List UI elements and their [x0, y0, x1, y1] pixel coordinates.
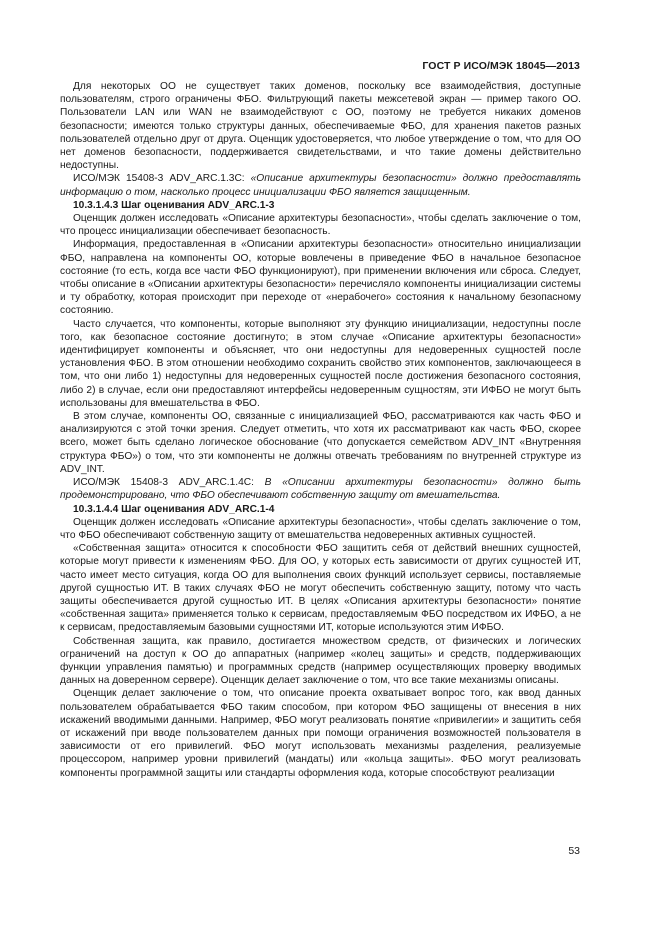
- paragraph: Собственная защита, как правило, достигается множеством средств, от физических и логических ограничений на доступ к ОО до аппаратных (например «колец защиты» и средств, поддерживающих функции управления памятью) и программных средств (например осуществляющих проверку вводимых данных на доверенном сервере). Оценщик делает заключение о том, что все такие механизмы описаны.: [60, 635, 581, 687]
- paragraph: В этом случае, компоненты ОО, связанные с инициализацией ФБО, рассматриваются как часть ФБО и анализируются с этой точки зрения. Следует отметить, что хотя их рассматривают как часть ФБО, скорее всего, может быть сделано логическое обоснование (что допускается семейством ADV_INT «Внутренняя структура ФБО») о том, что эти компоненты не должны отвечать требованиям по внутренней структуре из ADV_INT.: [60, 411, 581, 475]
- paragraph: Информация, предоставленная в «Описании архитектуры безопасности» относительно инициализации ФБО, направлена на компоненты ОО, которые вовлечены в приведение ФБО в начальное безопасное состояние (то есть, когда все части ФБО функционируют), при применении включения или сброса. Следует, чтобы описание в «Описании архитектуры безопасности» перечисляло компоненты инициализации системы и ту обработку, которая происходит при переходе от «нерабочего» состояния к начальному безопасному состоянию.: [60, 239, 581, 317]
- section-heading: 10.3.1.4.3 Шаг оценивания ADV_ARC.1-3: [73, 199, 275, 211]
- paragraph: Для некоторых ОО не существует таких доменов, поскольку все взаимодействия, доступные пользователям, строго ограничены ФБО. Фильтрующий пакеты межсетевой экран — пример такого ОО. Пользователи LAN или WAN не взаимодействуют с ОО, поэтому не требуется никаких доменов безопасности; имеются только структуры данных, обеспечиваемые ФБО, для хранения пакетов разных пользователей отдельно друг от друга. Оценщик удостоверяется, что любое утверждение о том, что для ОО нет доменов безопасности, поддерживается свидетельствами, и что такие домены действительно недоступны.: [60, 81, 581, 172]
- requirement-text: В «Описании архитектуры безопасности» должно быть продемонстрировано, что ФБО обеспечивают собственную защиту от вмешательства.: [60, 477, 581, 502]
- requirement-paragraph: [60, 172, 581, 198]
- document-header: ГОСТ Р ИСО/МЭК 18045—2013: [422, 60, 580, 72]
- requirement-ref: ИСО/МЭК 15408-3 ADV_ARC.1.4C:: [73, 477, 265, 489]
- paragraph: Оценщик делает заключение о том, что описание проекта охватывает вопрос того, как ввод данных пользователем обрабатывается ФБО таким способом, при котором ФБО защищены от внесения в них искажений вводимыми данными. Например, ФБО могут реализовать понятие «привилегии» и защитить себя от искажений при вводе пользователем данных при помощи ограничения возможностей пользователя в зависимости от его привилегий. ФБО могут использовать механизмы разделения, реализуемые процессором, например уровни привилегий (мандаты) или «кольца защиты». ФБО могут реализовать компоненты программной защиты или стандарты оформления кода, которые способствуют реализации: [60, 688, 581, 779]
- paragraph: «Собственная защита» относится к способности ФБО защитить себя от действий внешних сущностей, которые могут привести к изменениям ФБО. Для ОО, у которых есть зависимости от других сущностей ИТ, часто имеет место ситуация, когда ОО для выполнения своих функций использует сервисы, поставляемые другой сущностью ИТ. В таких случаях ФБО не могут обеспечить собственную защиту, потому что часть защиты обеспечивается другой сущностью ИТ. В целях «Описания архитектуры безопасности» понятие «собственная защита» применяется только к сервисам, предоставляемым ФБО посредством их ИФБО, а не к сервисам, предоставляемым базовыми сущностями ИТ, которые используются этим ИФБО.: [60, 543, 581, 634]
- requirement-paragraph: [60, 476, 581, 502]
- section-heading: 10.3.1.4.4 Шаг оценивания ADV_ARC.1-4: [73, 503, 275, 515]
- requirement-ref: ИСО/МЭК 15408-3 ADV_ARC.1.3C:: [73, 173, 251, 185]
- document-body: [60, 80, 581, 780]
- paragraph: Часто случается, что компоненты, которые выполняют эту функцию инициализации, недоступны после того, как безопасное состояние достигнуто; в этом случае «Описание архитектуры безопасности» идентифицирует компоненты и объясняет, что они недоступны для недоверенных сущностей после установления ФБО. В этом отношении необходимо сохранить свойство этих компонентов, заключающееся в том, что они либо 1) недоступны для недоверенных сущностей после достижения безопасного состояния, либо 2) в случае, если они предоставляют интерфейсы недоверенным сущностям, эти ИФБО не могут быть использованы для вмешательства в ФБО.: [60, 318, 581, 409]
- paragraph: Оценщик должен исследовать «Описание архитектуры безопасности», чтобы сделать заключение о том, что ФБО обеспечивают собственную защиту от вмешательства недоверенных активных сущностей.: [60, 516, 581, 541]
- paragraph: Оценщик должен исследовать «Описание архитектуры безопасности», чтобы сделать заключение о том, что процесс инициализации обеспечивает безопасность.: [60, 213, 581, 238]
- requirement-text: «Описание архитектуры безопасности» должно предоставлять информацию о том, насколько процесс инициализации ФБО является защищенным.: [60, 173, 581, 198]
- page-number: 53: [568, 845, 580, 857]
